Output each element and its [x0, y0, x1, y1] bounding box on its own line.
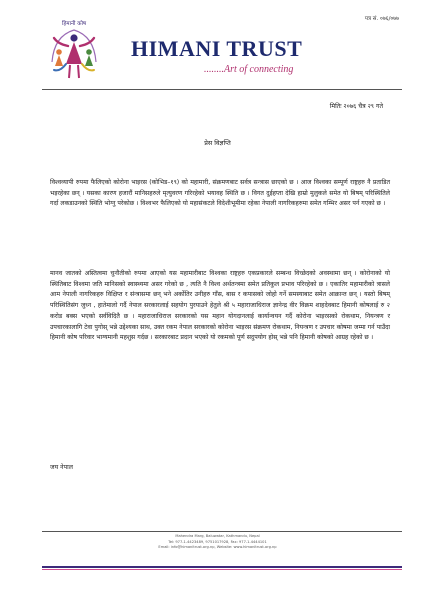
footer-phone: Tel: 977-1-4423489, 9751017928, Fax: 977-1-4444101: [168, 539, 267, 544]
letter-date: मितिः २०७६ चैत्र २९ गते: [329, 103, 383, 110]
body-paragraph-1: विश्वव्यापी रुपमा फैलिएको कोरोना भाइरस (कोभिड–१९) को महामारी, संक्रमणबाट सर्वत्र सन्त्रास छाएको छ । आज विश्वका सम्पूर्ण राष्ट्रहरु नै प्रताडित भइरहेका छन् । यसका कारण हजारौं मानिसहरुले मृत्युवरण गरिरहेको भयावह स्थिति छ । विगत दुईहप्ता देखि हाम्रो मुलुकले समेत यो बिषम् परिस्थितिले गर्दा लकडाउनको स्थिति भोग्नु परेकोछ । विश्वभर फैलिएको यो महासंकटले विदेशीभूमीमा रहेका नेपाली नागरिकहरुमा समेत गम्भिर असर पर्न गएको छ ।: [50, 179, 390, 208]
logo-text: हिमानी कोष: [61, 21, 87, 27]
header-divider: [42, 89, 402, 90]
reference-number: पत्र सं. ०७६/०७७: [364, 16, 399, 22]
footer: [0, 534, 435, 551]
organization-tagline: ........Art of connecting: [204, 64, 294, 75]
footer-bar-pink: [42, 569, 402, 571]
body-paragraph-2: मानव जातको अस्तित्वमा चुनौतीको रुपमा आएको यस महामारीबाट विश्वका राष्ट्रहरु एकप्रकारले सम्बन्ध विच्छेदको अवस्थामा छन् । कोरोनाको यो स्थितिबाट विश्वमा जति मानिसको स्वास्थ्यमा असर गरेको छ , त्यति नै विश्व अर्थतन्त्रमा समेत प्रतिकुल प्रभाव परिरहेको छ । एकातिर महामारीको त्रासले आम नेपाली नागरिकहरु विक्षिप्त र संन्त्रासमा छन् भने अर्कोतिर उनीहरु गाँस, बास र कपासको जोहो गर्ने समस्याबाट समेत आक्रान्त छन् । यस्तो बिषम् परिस्थितिसंग जुध्न , हातेमालो गर्दै नेपाल सरकारलाई सहयोग पुरयाउने हेतुले श्री ५ महाराजाधिराज ज्ञानेन्द्र वीर विक्रम शाहदेवबाट हिमानी कोषलाई रु २ करोड बक्स भएको सर्वविदितै छ । महाराजाधिराज सरकारको यस महान योगदानलाई कार्यान्वयन गर्दै कोरोना भाइरसको रोकथाम, नियन्त्रण र उपचारकालागि टेवा पुगोस् भन्ने उद्देश्यका साथ, उक्त रकम नेपाल सरकारको कोरोना भाइरस संक्रमण रोकथाम, नियन्त्रण र उपचार कोषमा जम्मा गर्न पाउँदा हिमानी कोष परिवार भाग्यमानी महशुस गर्दछ । सरकारबाट प्रदान भएको यो रकमको पूर्ण सदुपयोग होस् भन्ने पनि हिमानी कोषको आग्रह रहेको छ ।: [50, 270, 390, 342]
footer-divider: [42, 531, 402, 532]
himani-trust-logo-icon: [44, 18, 104, 82]
press-release-title: प्रेस विज्ञप्ति: [204, 139, 231, 147]
footer-address: Mahendra Marg, Baluwatar, Kathmandu, Nepal: [175, 534, 260, 538]
footer-color-bars: [42, 566, 402, 570]
organization-name: HIMANI TRUST: [131, 36, 303, 61]
sign-off: जय नेपाल: [50, 464, 73, 471]
footer-contact: Email: info@himanitrust.org.np, Website: www.himanitrust.org.np: [158, 545, 277, 550]
